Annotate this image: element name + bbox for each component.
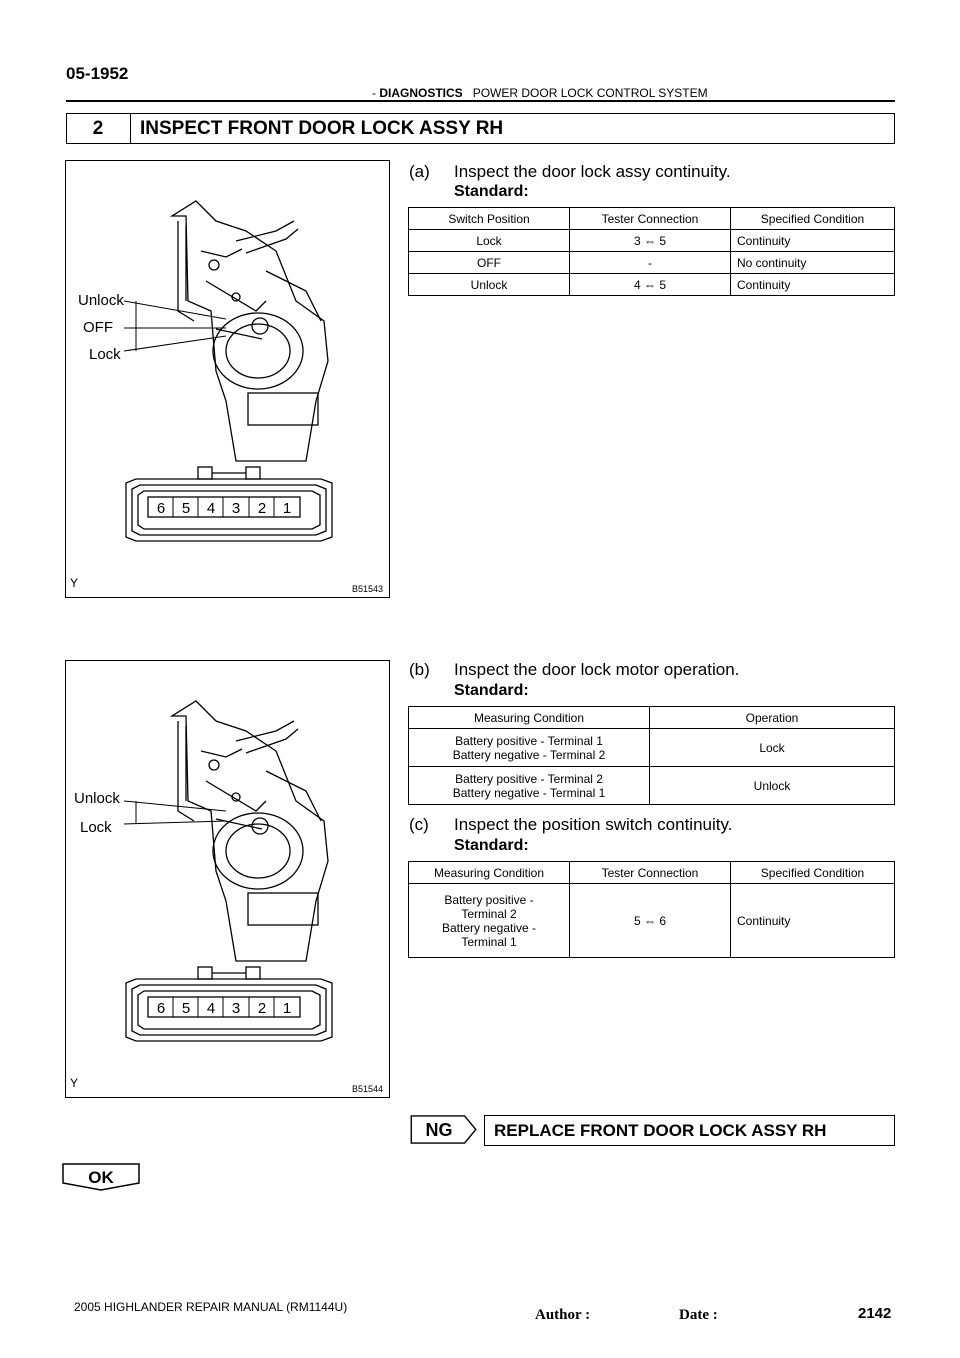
condition-line: Battery negative -: [441, 920, 537, 935]
condition-line: Battery negative - Terminal 1: [452, 785, 606, 800]
step-b-marker: (b): [409, 660, 430, 679]
header-cell: Operation: [650, 707, 895, 729]
ng-action: REPLACE FRONT DOOR LOCK ASSY RH: [494, 1121, 827, 1140]
figure-lock-motor: [65, 660, 390, 1098]
header-subject: POWER DOOR LOCK CONTROL SYSTEM: [472, 86, 708, 100]
table-cell: 3 ⇔ 5: [570, 230, 731, 252]
table-cell: -: [570, 252, 731, 274]
table-cell: 4 ⇔ 5: [570, 274, 731, 296]
header-cell: Specified Condition: [731, 862, 895, 884]
table-cell: 5 ⇔ 6: [570, 884, 731, 958]
table-motor-operation: [408, 706, 895, 805]
footer-manual: 2005 HIGHLANDER REPAIR MANUAL (RM1144U): [74, 1300, 348, 1314]
door-lock-drawing: [66, 161, 389, 597]
header-cell: Measuring Condition: [409, 707, 650, 729]
ok-label: OK: [88, 1168, 114, 1187]
step-c-standard: Standard:: [454, 837, 529, 854]
pin-5: 5: [181, 1000, 191, 1017]
pin-3: 3: [231, 500, 241, 517]
step-b-text: Inspect the door lock motor operation.: [454, 660, 740, 679]
condition-line: Battery negative - Terminal 2: [452, 747, 606, 762]
date-label: Date :: [679, 1307, 718, 1323]
table-cell: No continuity: [731, 252, 895, 274]
table-position-switch: [408, 861, 895, 958]
step-c-text: Inspect the position switch continuity.: [454, 815, 733, 834]
section-code: 05-1952: [66, 64, 129, 83]
header-category: DIAGNOSTICS: [379, 86, 463, 100]
pin-2: 2: [257, 500, 267, 517]
condition-line: Terminal 1: [461, 934, 517, 949]
table-cell: Continuity: [731, 274, 895, 296]
step-title: INSPECT FRONT DOOR LOCK ASSY RH: [140, 118, 504, 139]
figure-code: B51543: [352, 584, 384, 594]
figure-code: B51544: [352, 1084, 384, 1094]
step-a-standard: Standard:: [454, 183, 529, 200]
label-off: OFF: [83, 319, 113, 336]
table-cell: OFF: [409, 252, 570, 274]
table-cell: [409, 884, 570, 958]
table-cell: Lock: [409, 230, 570, 252]
pin-1: 1: [282, 1000, 292, 1017]
pin-4: 4: [206, 1000, 216, 1017]
condition-line: Battery positive - Terminal 2: [455, 771, 603, 786]
pin-6: 6: [156, 500, 166, 517]
condition-line: Terminal 2: [461, 906, 517, 921]
table-cell: Unlock: [409, 274, 570, 296]
step-b-standard: Standard:: [454, 682, 529, 699]
step-a-text: Inspect the door lock assy continuity.: [454, 162, 731, 181]
pin-5: 5: [181, 500, 191, 517]
step-a-marker: (a): [409, 162, 430, 181]
table-cell: Lock: [650, 729, 895, 767]
table-switch-continuity: [408, 207, 895, 296]
condition-line: Battery positive -: [444, 892, 534, 907]
header-rule: [66, 100, 895, 102]
corner-mark: Y: [70, 1076, 79, 1090]
step-c-marker: (c): [409, 815, 429, 834]
pin-6: 6: [156, 1000, 166, 1017]
table-cell: [409, 767, 650, 805]
header-dash: -: [372, 86, 376, 100]
label-lock: Lock: [89, 346, 121, 363]
corner-mark: Y: [70, 576, 79, 590]
label-unlock: Unlock: [78, 292, 124, 309]
pin-3: 3: [231, 1000, 241, 1017]
running-header: [372, 86, 708, 100]
header-cell: Switch Position: [409, 208, 570, 230]
author-label: Author :: [535, 1307, 591, 1323]
pin-1: 1: [282, 500, 292, 517]
page-number: 2142: [858, 1305, 892, 1322]
table-cell: Continuity: [731, 230, 895, 252]
door-lock-motor-drawing: [66, 661, 389, 1097]
table-cell: [409, 729, 650, 767]
table-cell: Unlock: [650, 767, 895, 805]
figure-lock-switch-positions: [65, 160, 390, 598]
table-cell: Continuity: [731, 884, 895, 958]
step-number: 2: [66, 113, 131, 144]
pin-2: 2: [257, 1000, 267, 1017]
condition-line: Battery positive - Terminal 1: [455, 733, 603, 748]
pin-4: 4: [206, 500, 216, 517]
header-cell: Specified Condition: [731, 208, 895, 230]
label-unlock: Unlock: [74, 790, 120, 807]
ng-label: NG: [425, 1120, 453, 1140]
label-lock: Lock: [80, 819, 112, 836]
header-cell: Tester Connection: [570, 862, 731, 884]
header-cell: Measuring Condition: [409, 862, 570, 884]
header-cell: Tester Connection: [570, 208, 731, 230]
